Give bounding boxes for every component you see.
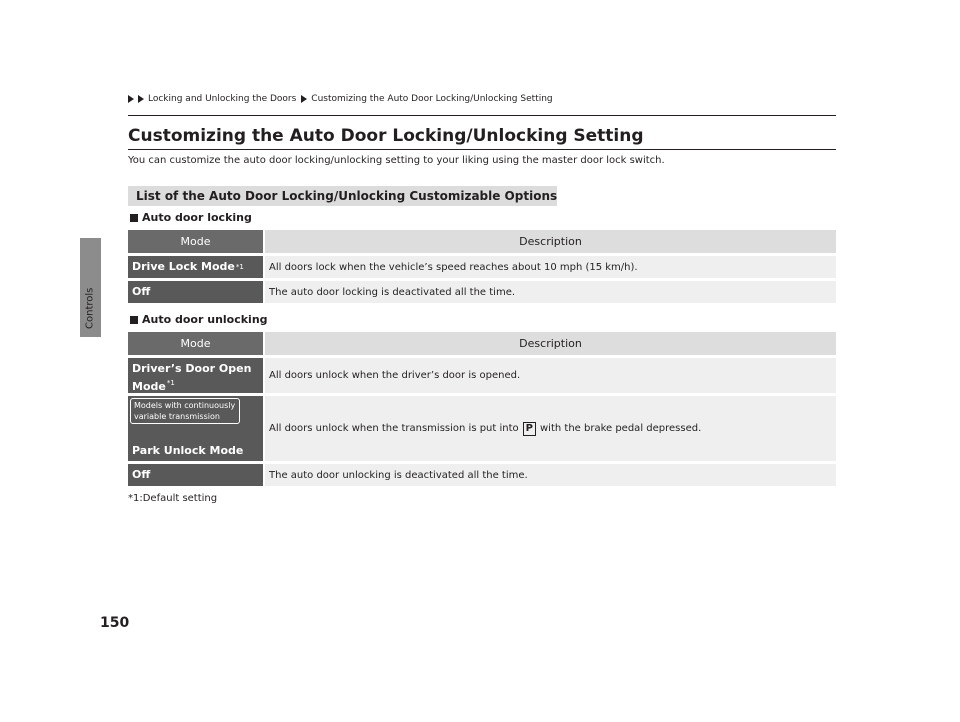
- model-badge: Models with continuously variable transmission: [130, 398, 240, 424]
- breadcrumb-arrow-icon: [138, 95, 144, 103]
- intro-text: You can customize the auto door locking/unlocking setting to your liking using the master door lock switch.: [128, 155, 665, 166]
- mode-label: Mode: [132, 380, 166, 393]
- breadcrumb-arrow-icon: [128, 95, 134, 103]
- table-row: [128, 396, 836, 461]
- unlocking-table: [128, 332, 836, 489]
- mode-label: Driver’s Door Open: [132, 362, 252, 375]
- title-rule: [128, 149, 836, 150]
- description-cell: The auto door locking is deactivated all the time.: [265, 281, 836, 303]
- footnote: *1:Default setting: [128, 493, 218, 504]
- page-number: 150: [100, 615, 130, 631]
- mode-label: Drive Lock Mode: [132, 260, 235, 273]
- options-list-heading-text: List of the Auto Door Locking/Unlocking Customizable Options: [136, 189, 558, 203]
- header-rule: [128, 115, 836, 116]
- mode-column-header: Mode: [128, 332, 263, 355]
- breadcrumb-item[interactable]: Customizing the Auto Door Locking/Unlocking Setting: [311, 94, 553, 104]
- park-position-key: P: [523, 422, 536, 436]
- description-cell: [265, 396, 836, 461]
- mode-cell: Off: [128, 281, 263, 303]
- breadcrumb-item[interactable]: Locking and Unlocking the Doors: [148, 94, 297, 104]
- description-column-header: Description: [265, 230, 836, 253]
- options-list-heading: [128, 186, 557, 206]
- locking-heading-text: Auto door locking: [142, 211, 252, 224]
- mode-label: Park Unlock Mode: [132, 444, 244, 457]
- description-cell: The auto door unlocking is deactivated all the time.: [265, 464, 836, 486]
- description-cell: All doors unlock when the driver’s door is opened.: [265, 358, 836, 393]
- mode-cell: [128, 396, 263, 461]
- table-header: [128, 332, 836, 355]
- table-row: [128, 358, 836, 393]
- square-bullet-icon: [130, 214, 138, 222]
- table-row: [128, 281, 836, 303]
- locking-heading: [130, 211, 252, 224]
- mode-column-header: Mode: [128, 230, 263, 253]
- table-row: [128, 256, 836, 278]
- unlocking-heading: [130, 313, 268, 326]
- footnote-marker: *1: [235, 263, 244, 271]
- unlocking-heading-text: Auto door unlocking: [142, 313, 268, 326]
- table-row: [128, 464, 836, 486]
- square-bullet-icon: [130, 316, 138, 324]
- description-text: with the brake pedal depressed.: [540, 423, 702, 434]
- mode-cell: [128, 256, 263, 278]
- description-cell: All doors lock when the vehicle’s speed reaches about 10 mph (15 km/h).: [265, 256, 836, 278]
- page-title: Customizing the Auto Door Locking/Unlocking Setting: [128, 126, 644, 146]
- table-header: [128, 230, 836, 253]
- locking-table: [128, 230, 836, 306]
- description-text: All doors unlock when the transmission is put into: [269, 423, 519, 434]
- breadcrumb: [128, 94, 553, 104]
- mode-cell: [128, 358, 263, 393]
- breadcrumb-arrow-icon: [301, 95, 307, 103]
- description-column-header: Description: [265, 332, 836, 355]
- chapter-label: Controls: [84, 287, 96, 329]
- footnote-marker: *1: [166, 379, 175, 387]
- mode-cell: Off: [128, 464, 263, 486]
